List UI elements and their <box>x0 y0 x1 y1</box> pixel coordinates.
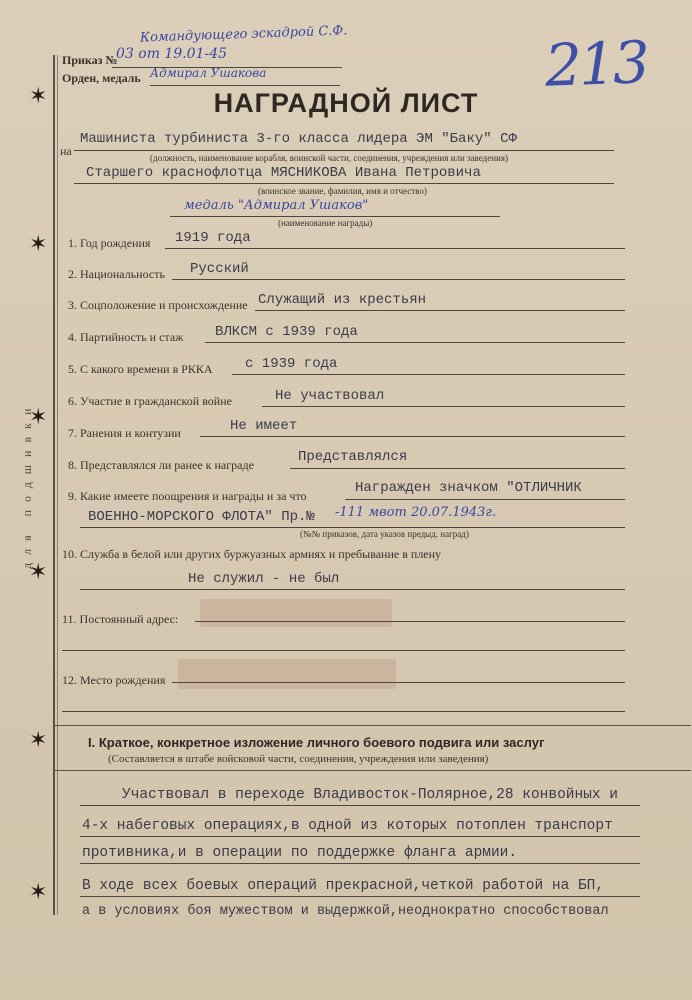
section-heading: I. Краткое, конкретное изложение личного боевого подвига или заслуг <box>88 735 545 750</box>
field-underline <box>80 589 625 590</box>
document-title: НАГРАДНОЙ ЛИСТ <box>213 88 479 118</box>
field-underline <box>200 436 625 437</box>
field-prior-nomination-value: Представлялся <box>298 449 408 465</box>
field-underline <box>80 527 625 528</box>
field-party-label: 4. Партийность и стаж <box>68 330 184 344</box>
field-wounds-label: 7. Ранения и контузии <box>68 426 181 440</box>
field-civil-war-value: Не участвовал <box>275 388 385 404</box>
punch-hole-icon: ✶ <box>29 728 48 753</box>
field-underline <box>255 310 625 311</box>
field-underline <box>205 342 625 343</box>
section-text-line: 4-х набеговых операциях,в одной из которых потоплен транспорт <box>82 818 613 834</box>
field-rkka-value: с 1939 года <box>245 356 338 372</box>
punch-hole-icon: ✶ <box>29 232 48 257</box>
section-text-line: а в условиях боя мужеством и выдержкой,неоднократно способствовал <box>82 904 609 919</box>
side-margin-text: для подшивки <box>20 400 34 570</box>
position-underline <box>74 150 614 151</box>
field-white-army-label: 10. Служба в белой или других буржуазных армиях и пребывание в плену <box>62 547 442 561</box>
award-handwritten: медаль "Адмирал Ушаков" <box>184 198 369 213</box>
field-underline <box>165 248 625 249</box>
binding-margin-line-inner <box>57 55 58 915</box>
prikaz-issuer-handwritten: Командующего эскадрой С.Ф. <box>139 23 348 46</box>
candidate-name-typed: Старшего краснофлотца МЯСНИКОВА Ивана Петровича <box>86 165 481 181</box>
field-underline <box>62 650 625 651</box>
field-nationality-label: 2. Национальность <box>68 267 165 281</box>
field-party-value: ВЛКСМ с 1939 года <box>215 324 358 340</box>
text-underline <box>80 863 640 864</box>
field-underline <box>172 682 625 683</box>
field-awards-caption: (№№ приказов, дата указов предыд. наград) <box>300 529 469 539</box>
field-underline <box>345 499 625 500</box>
punch-hole-icon: ✶ <box>29 84 48 109</box>
field-social-origin-value: Служащий из крестьян <box>258 292 427 308</box>
field-birthplace-label: 12. Место рождения <box>62 673 166 687</box>
redacted-birthplace <box>178 659 396 689</box>
field-prior-nomination-label: 8. Представлялся ли ранее к награде <box>68 458 254 472</box>
field-underline <box>195 621 625 622</box>
field-awards-value: Награжден значком "ОТЛИЧНИК <box>355 480 582 496</box>
punch-hole-icon: ✶ <box>29 405 48 430</box>
text-underline <box>80 805 640 806</box>
field-social-origin-label: 3. Соцположение и происхождение <box>68 298 248 312</box>
field-underline <box>232 374 625 375</box>
prikaz-number-handwritten: 03 от 19.01-45 <box>116 46 228 62</box>
field-birth-year-label: 1. Год рождения <box>68 236 151 250</box>
name-caption: (воинское звание, фамилия, имя и отчество) <box>258 186 427 196</box>
field-white-army-value: Не служил - не был <box>188 571 340 587</box>
field-address-label: 11. Постоянный адрес: <box>62 612 179 626</box>
text-underline <box>80 836 640 837</box>
prikaz-label: Приказ № <box>62 53 118 67</box>
punch-hole-icon: ✶ <box>29 880 48 905</box>
field-wounds-value: Не имеет <box>230 418 298 434</box>
section-divider-top <box>55 725 691 726</box>
field-underline <box>62 711 625 712</box>
award-caption: (наименование награды) <box>278 218 373 228</box>
text-underline <box>80 896 640 897</box>
award-underline <box>170 216 500 217</box>
punch-hole-icon: ✶ <box>29 560 48 585</box>
field-civil-war-label: 6. Участие в гражданской войне <box>68 394 232 408</box>
section-divider-bottom <box>55 770 691 771</box>
field-awards-label: 9. Какие имеете поощрения и награды и за что <box>68 489 307 503</box>
field-awards-order-handwritten: -111 мвот 20.07.1943г. <box>335 505 497 520</box>
field-underline <box>290 468 625 469</box>
section-text-line: противника,и в операции по поддержке фланга армии. <box>82 845 518 861</box>
section-text-line: В ходе всех боевых операций прекрасной,четкой работой на БП, <box>82 878 605 894</box>
archive-number-handwritten: 213 <box>543 28 648 100</box>
position-typed: Машиниста турбиниста 3-го класса лидера ЭМ "Баку" СФ <box>80 131 517 147</box>
field-awards-value-cont: ВОЕННО-МОРСКОГО ФЛОТА" Пр.№ <box>88 509 315 525</box>
order-medal-label: Орден, медаль <box>62 71 141 85</box>
order-medal-handwritten: Адмирал Ушакова <box>150 66 267 80</box>
field-underline <box>172 279 625 280</box>
redacted-address <box>200 599 392 627</box>
section-text-line: Участвовал в переходе Владивосток-Полярное,28 конвойных и <box>122 787 618 803</box>
field-birth-year-value: 1919 года <box>175 230 251 246</box>
field-underline <box>262 406 625 407</box>
name-underline <box>74 183 614 184</box>
field-rkka-label: 5. С какого времени в РККА <box>68 362 213 376</box>
order-underline <box>150 85 340 86</box>
position-caption: (должность, наименование корабля, воинской части, соединения, учреждения или заведения) <box>150 153 508 163</box>
section-subheading: (Составляется в штабе войсковой части, соединения, учреждения или заведения) <box>108 753 489 765</box>
field-nationality-value: Русский <box>190 261 249 277</box>
na-label: на <box>60 144 72 158</box>
